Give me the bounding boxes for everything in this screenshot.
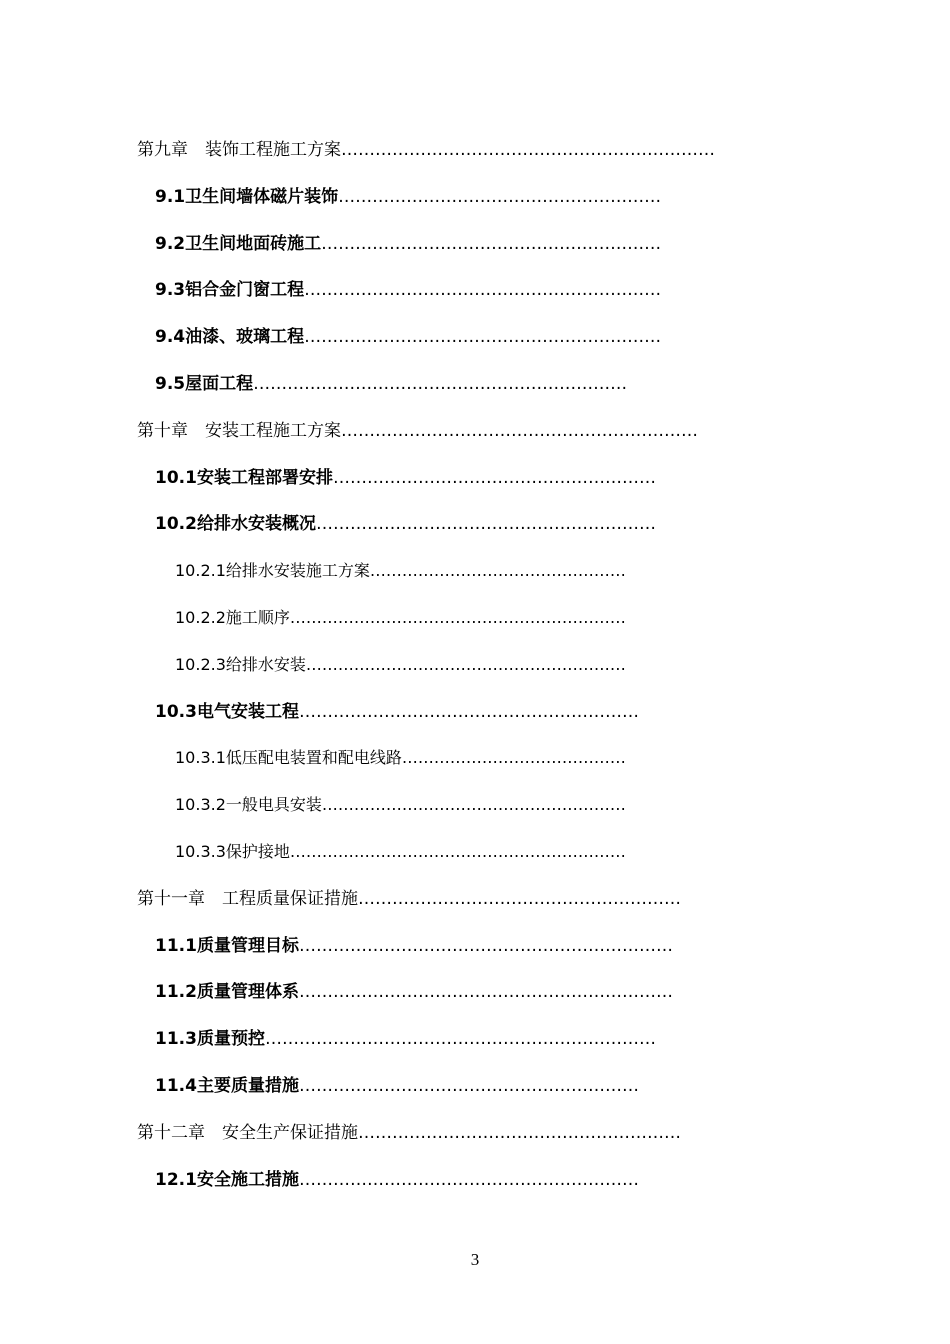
toc-entry-title: 第十章 安装工程施工方案 (137, 420, 341, 441)
toc-entry[interactable] (155, 185, 661, 209)
toc-entry-title: 10.2给排水安装概况 (155, 514, 316, 535)
toc-leader-dots: …………………………………………………………… (264, 1029, 656, 1050)
toc-entry-title: 10.3.3保护接地 (175, 842, 290, 861)
toc-entry[interactable] (175, 559, 626, 583)
toc-leader-dots: ………………………………………………………… (341, 140, 715, 160)
toc-entry-title: 10.3.2一般电具安装 (175, 795, 322, 815)
toc-leader-dots: ………………………………………………… (358, 888, 681, 909)
toc-leader-dots: ……………………………………………………… (304, 327, 662, 348)
toc-leader-dots: …………………………………………………… (315, 514, 656, 535)
toc-leader-dots: ……………………………………………………… (289, 842, 626, 861)
toc-entry-title: 11.2质量管理体系 (155, 982, 299, 1003)
toc-leader-dots: …………………………………………………… (298, 1076, 639, 1096)
toc-leader-dots: …………………………………………………… (298, 1169, 639, 1190)
toc-entry-title: 9.1卫生间墙体磁片装饰 (155, 186, 339, 207)
toc-entry-title: 第十一章 工程质量保证措施 (137, 888, 358, 909)
toc-leader-dots: ………………………………………………………… (298, 982, 673, 1003)
toc-leader-dots: ………………………………………………………… (298, 935, 673, 956)
toc-entry-title: 10.2.3给排水安装 (175, 654, 306, 674)
toc-leader-dots: ………………………………………………………… (253, 374, 628, 394)
toc-entry-title: 11.4主要质量措施 (155, 1076, 299, 1096)
toc-leader-dots: …………………………………… (401, 748, 626, 768)
toc-entry-title: 10.3.1低压配电装置和配电线路 (175, 748, 402, 768)
toc-entry[interactable] (155, 1027, 656, 1051)
toc-leader-dots: …………………………………………………… (305, 654, 626, 674)
toc-entry[interactable] (155, 1074, 639, 1098)
toc-leader-dots: ……………………………………………………… (341, 420, 698, 441)
toc-entry-title: 10.3电气安装工程 (155, 701, 299, 722)
toc-entry[interactable] (175, 793, 626, 817)
toc-leader-dots: ……………………………………………………… (304, 280, 662, 301)
toc-entry-title: 9.2卫生间地面砖施工 (155, 233, 322, 254)
toc-entry[interactable] (137, 1121, 681, 1145)
toc-leader-dots: ………………………………………………… (358, 1122, 681, 1143)
toc-entry[interactable] (137, 887, 681, 911)
toc-entry-title: 11.1质量管理目标 (155, 935, 299, 956)
toc-entry-title: 9.3铝合金门窗工程 (155, 280, 305, 301)
toc-entry[interactable] (175, 746, 626, 770)
toc-entry[interactable] (155, 700, 639, 724)
toc-entry[interactable] (155, 934, 673, 958)
page-number: 3 (470, 1250, 480, 1269)
toc-entry-title: 11.3质量预控 (155, 1029, 265, 1050)
toc-entry-title: 10.2.2施工顺序 (175, 608, 290, 627)
toc-entry[interactable] (155, 1168, 639, 1192)
toc-entry[interactable] (137, 419, 698, 443)
toc-entry[interactable] (155, 372, 627, 396)
toc-leader-dots: ……………………………………………………… (289, 608, 626, 627)
toc-leader-dots: ………………………………………………… (321, 795, 626, 815)
toc-entry[interactable] (155, 278, 661, 302)
toc-entry-title: 9.4油漆、玻璃工程 (155, 327, 305, 348)
toc-entry-title: 第十二章 安全生产保证措施 (137, 1122, 358, 1143)
toc-leader-dots: …………………………………………………… (321, 233, 662, 254)
toc-entry[interactable] (155, 232, 661, 256)
toc-entry-title: 9.5屋面工程 (155, 374, 254, 394)
toc-entry[interactable] (175, 840, 626, 864)
toc-entry[interactable] (155, 512, 656, 536)
toc-entry[interactable] (155, 980, 673, 1004)
toc-entry-title: 12.1安全施工措施 (155, 1169, 299, 1190)
toc-leader-dots: ………………………………………………… (332, 467, 656, 488)
toc-entry-title: 第九章 装饰工程施工方案 (137, 140, 341, 160)
toc-entry[interactable] (175, 653, 626, 677)
toc-leader-dots: ………………………………………… (369, 561, 626, 581)
toc-entry[interactable] (155, 325, 661, 349)
toc-entry[interactable] (175, 606, 626, 630)
toc-entry[interactable] (155, 466, 656, 490)
toc-leader-dots: ………………………………………………… (338, 186, 662, 207)
toc-entry[interactable] (137, 138, 715, 162)
toc-entry-title: 10.1安装工程部署安排 (155, 467, 333, 488)
toc-entry-title: 10.2.1给排水安装施工方案 (175, 561, 370, 581)
toc-leader-dots: …………………………………………………… (298, 701, 639, 722)
